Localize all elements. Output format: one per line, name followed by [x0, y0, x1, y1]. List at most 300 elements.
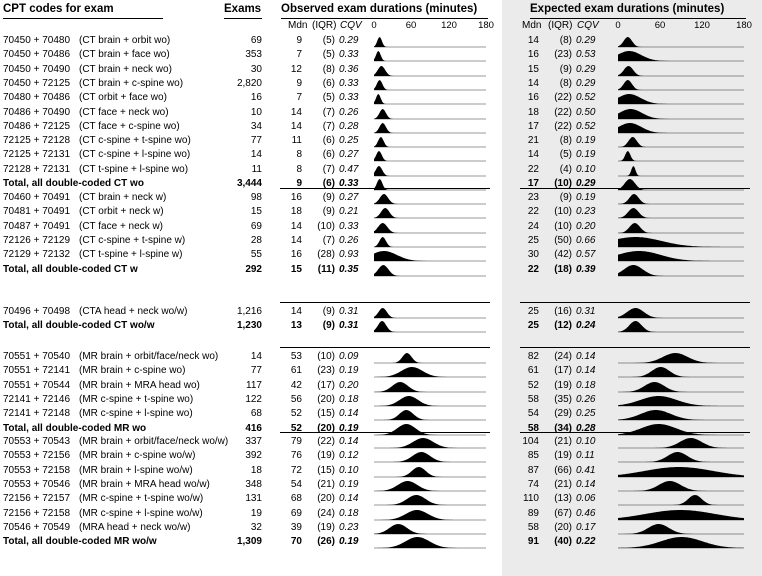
observed-median: 16 [290, 249, 302, 261]
observed-histogram [372, 319, 500, 333]
expected-histogram-curve [618, 452, 744, 462]
observed-iqr: (11) [317, 263, 335, 275]
table-total-row [0, 319, 762, 333]
exam-count: 77 [250, 135, 262, 147]
expected-iqr: (67) [554, 507, 572, 519]
observed-iqr: (7) [322, 106, 335, 118]
observed-cqv: 0.23 [339, 521, 359, 533]
expected-cqv-label: CQV [577, 20, 599, 31]
cpt-codes: 72125 + 72131 [3, 149, 71, 161]
exam-description: (CT t-spine + l-spine w) [79, 249, 183, 261]
expected-iqr: (12) [554, 320, 572, 332]
observed-histogram-curve [374, 37, 486, 47]
expected-median: 22 [527, 263, 539, 275]
expected-histogram-curve [618, 194, 744, 204]
cpt-codes: 70553 + 70546 [3, 478, 71, 490]
exam-description: (CTA head + neck wo/w) [79, 306, 188, 317]
expected-iqr: (19) [554, 450, 572, 462]
section-divider [280, 302, 490, 303]
observed-iqr: (15) [317, 464, 335, 476]
expected-cqv: 0.29 [576, 77, 596, 89]
observed-histogram-curve [374, 251, 486, 261]
observed-histogram-curve [374, 265, 486, 276]
expected-iqr: (10) [554, 206, 572, 218]
exam-count: 122 [245, 393, 262, 405]
expected-histogram-curve [618, 510, 744, 520]
table-row [0, 191, 762, 205]
exam-count: 19 [250, 507, 262, 519]
expected-iqr: (8) [559, 77, 572, 89]
expected-cqv: 0.28 [576, 422, 596, 434]
cpt-codes: 72126 + 72129 [3, 234, 71, 246]
expected-iqr: (8) [559, 135, 572, 147]
exams-header: Exams [224, 3, 262, 15]
expected-iqr: (22) [554, 92, 572, 104]
expected-iqr: (8) [559, 35, 572, 46]
observed-histogram [372, 106, 500, 120]
expected-cqv: 0.17 [576, 521, 596, 533]
observed-histogram [372, 364, 500, 378]
expected-histogram-curve [618, 80, 744, 90]
expected-iqr: (18) [554, 263, 572, 275]
expected-cqv: 0.26 [576, 393, 596, 405]
observed-histogram [372, 77, 500, 91]
exam-description: (MR brain + l-spine wo/w) [79, 464, 193, 476]
expected-tick-60: 60 [654, 20, 666, 31]
expected-median: 25 [527, 320, 539, 332]
expected-histogram-curve [618, 37, 744, 47]
table-row [0, 220, 762, 234]
cpt-codes: 70481 + 70491 [3, 206, 71, 218]
exam-count: 14 [250, 149, 262, 161]
section-divider [280, 432, 490, 433]
observed-cqv: 0.26 [339, 234, 359, 246]
expected-median: 25 [527, 306, 539, 317]
observed-median: 15 [290, 263, 302, 275]
exam-count: 337 [245, 436, 262, 447]
observed-histogram [372, 407, 500, 421]
observed-median: 69 [290, 507, 302, 519]
exam-description: (MR brain + MRA head wo) [79, 379, 200, 391]
expected-histogram-curve [618, 137, 744, 147]
exam-description: (MR brain + c-spine wo/w) [79, 450, 196, 462]
expected-cqv: 0.14 [576, 478, 596, 490]
observed-histogram [372, 234, 500, 248]
expected-histogram-curve [618, 481, 744, 491]
cpt-codes: Total, all double-coded CT wo/w [3, 320, 155, 332]
cpt-codes: 70553 + 70543 [3, 436, 71, 447]
exam-count: 14 [250, 351, 262, 362]
expected-histogram [616, 350, 758, 364]
observed-iqr: (19) [317, 450, 335, 462]
observed-header-underline [281, 18, 488, 19]
exam-description: (MR brain + orbit/face/neck wo/w) [79, 436, 229, 447]
observed-histogram [372, 422, 500, 436]
observed-histogram-curve [374, 308, 486, 318]
exams-header-underline [224, 18, 262, 19]
table-row [0, 393, 762, 407]
expected-histogram [616, 248, 758, 262]
expected-tick-180: 180 [736, 20, 752, 31]
observed-mdn-label: Mdn [288, 20, 308, 31]
observed-histogram-curve [374, 166, 486, 176]
expected-histogram-curve [618, 237, 744, 247]
observed-histogram-curve [374, 524, 486, 534]
expected-median: 91 [527, 536, 539, 548]
observed-cqv: 0.26 [339, 106, 359, 118]
observed-histogram [372, 191, 500, 205]
cpt-codes: Total, all double-coded CT wo [3, 178, 144, 189]
expected-histogram-curve [618, 208, 744, 218]
expected-median: 24 [527, 220, 539, 232]
expected-cqv: 0.06 [576, 493, 596, 505]
expected-histogram [616, 220, 758, 234]
expected-iqr: (24) [554, 351, 572, 362]
observed-histogram [372, 120, 500, 134]
cpt-codes: Total, all double-coded CT w [3, 263, 138, 275]
expected-histogram-curve [618, 537, 744, 548]
expected-median: 23 [527, 192, 539, 203]
observed-tick-120: 120 [441, 20, 457, 31]
expected-median: 58 [527, 521, 539, 533]
exam-description: (CT brain + neck wo) [79, 63, 172, 75]
observed-histogram [372, 163, 500, 177]
expected-histogram-curve [618, 308, 744, 318]
observed-histogram [372, 91, 500, 105]
table-row [0, 521, 762, 535]
exam-count: 30 [250, 63, 262, 75]
expected-iqr: (50) [554, 234, 572, 246]
exam-count: 28 [250, 234, 262, 246]
expected-histogram-curve [618, 410, 744, 420]
cpt-codes: 70551 + 70540 [3, 351, 71, 362]
observed-histogram [372, 63, 500, 77]
exam-description: (CT face + neck w) [79, 220, 164, 232]
observed-median: 68 [290, 493, 302, 505]
section-divider [280, 347, 490, 348]
observed-cqv: 0.28 [339, 120, 359, 132]
cpt-codes: 70487 + 70491 [3, 220, 71, 232]
expected-iqr: (29) [554, 408, 572, 420]
observed-cqv: 0.33 [339, 178, 359, 189]
cpt-codes: 72128 + 72131 [3, 163, 71, 175]
expected-median: 21 [527, 135, 539, 147]
expected-cqv: 0.52 [576, 120, 596, 132]
expected-iqr: (10) [554, 178, 572, 189]
observed-iqr: (26) [317, 536, 335, 548]
expected-histogram [616, 478, 758, 492]
expected-cqv: 0.20 [576, 220, 596, 232]
table-row [0, 407, 762, 421]
exam-description: (MR c-spine + l-spine wo) [79, 408, 193, 420]
cpt-codes: 70486 + 70490 [3, 106, 71, 118]
expected-histogram-curve [618, 151, 744, 161]
cpt-codes: 70450 + 72125 [3, 77, 71, 89]
observed-cqv: 0.31 [339, 306, 359, 317]
expected-median: 14 [527, 35, 539, 46]
cpt-codes: 72156 + 72157 [3, 493, 71, 505]
exam-description: (CT c-spine + t-spine w) [79, 234, 186, 246]
exam-description: (CT brain + orbit wo) [79, 35, 171, 46]
expected-histogram [616, 234, 758, 248]
expected-median: 14 [527, 77, 539, 89]
observed-tick-60: 60 [405, 20, 417, 31]
observed-median: 12 [290, 63, 302, 75]
expected-histogram [616, 422, 758, 436]
expected-iqr: (10) [554, 220, 572, 232]
expected-header-underline [530, 18, 746, 19]
expected-cqv: 0.19 [576, 149, 596, 161]
observed-histogram-curve [374, 353, 486, 363]
expected-cqv: 0.29 [576, 178, 596, 189]
table-total-row [0, 263, 762, 277]
observed-histogram-curve [374, 321, 486, 332]
expected-cqv: 0.25 [576, 408, 596, 420]
expected-tick-0: 0 [615, 20, 621, 31]
expected-histogram [616, 364, 758, 378]
exam-description: (MR c-spine + l-spine wo/w) [79, 507, 203, 519]
exam-description: (CT face + neck wo) [79, 106, 169, 118]
observed-iqr: (9) [322, 306, 335, 317]
table-row [0, 63, 762, 77]
observed-histogram-curve [374, 80, 486, 90]
table-row [0, 148, 762, 162]
table-row [0, 106, 762, 120]
observed-cqv: 0.21 [339, 206, 359, 218]
observed-cqv: 0.09 [339, 351, 359, 362]
expected-histogram-curve [618, 495, 744, 505]
observed-histogram-curve [374, 367, 486, 377]
expected-histogram-curve [618, 94, 744, 104]
expected-histogram [616, 48, 758, 62]
expected-median: 30 [527, 249, 539, 261]
observed-iqr: (15) [317, 408, 335, 420]
observed-median: 18 [290, 206, 302, 218]
observed-histogram-curve [374, 396, 486, 406]
expected-histogram [616, 379, 758, 393]
observed-histogram [372, 435, 500, 449]
observed-histogram-curve [374, 208, 486, 218]
observed-iqr: (28) [317, 249, 335, 261]
table-row [0, 435, 762, 449]
table-row [0, 449, 762, 463]
cpt-codes: 70546 + 70549 [3, 521, 71, 533]
expected-median: 74 [527, 478, 539, 490]
observed-tick-0: 0 [371, 20, 377, 31]
expected-histogram [616, 435, 758, 449]
cpt-codes: Total, all double-coded MR wo [3, 422, 147, 434]
cpt-codes: 70486 + 72125 [3, 120, 71, 132]
observed-histogram [372, 393, 500, 407]
observed-iqr: (20) [317, 422, 335, 434]
expected-median: 22 [527, 163, 539, 175]
expected-median: 61 [527, 365, 539, 377]
observed-median: 16 [290, 192, 302, 203]
observed-histogram [372, 248, 500, 262]
observed-cqv: 0.14 [339, 408, 359, 420]
expected-median: 16 [527, 49, 539, 61]
observed-iqr: (6) [322, 135, 335, 147]
expected-histogram [616, 319, 758, 333]
cpt-codes: 70450 + 70486 [3, 49, 71, 61]
table-row [0, 205, 762, 219]
table-row [0, 350, 762, 364]
exam-description: (MRA head + neck wo/w) [79, 521, 191, 533]
observed-histogram [372, 220, 500, 234]
exam-description: (MR brain + MRA head wo/w) [79, 478, 210, 490]
table-row [0, 507, 762, 521]
cpt-codes: 72125 + 72128 [3, 135, 71, 147]
observed-cqv: 0.93 [339, 249, 359, 261]
observed-histogram [372, 507, 500, 521]
exam-description: (CT orbit + face wo) [79, 92, 167, 104]
table-row [0, 48, 762, 62]
expected-header: Expected exam durations (minutes) [530, 3, 725, 15]
cpt-codes: 70460 + 70491 [3, 192, 71, 203]
table-row [0, 91, 762, 105]
expected-cqv: 0.18 [576, 379, 596, 391]
observed-histogram-curve [374, 481, 486, 491]
observed-iqr: (17) [317, 379, 335, 391]
expected-histogram [616, 535, 758, 549]
table-row [0, 163, 762, 177]
cpt-codes: 72141 + 72146 [3, 393, 71, 405]
observed-median: 61 [290, 365, 302, 377]
expected-median: 58 [527, 393, 539, 405]
expected-histogram [616, 449, 758, 463]
exam-count: 1,309 [236, 536, 262, 548]
observed-cqv: 0.14 [339, 493, 359, 505]
expected-iqr: (16) [554, 306, 572, 317]
expected-cqv: 0.14 [576, 365, 596, 377]
exam-count: 117 [246, 379, 262, 391]
observed-histogram [372, 350, 500, 364]
exam-count: 77 [250, 365, 262, 377]
observed-cqv: 0.33 [339, 92, 359, 104]
cpt-codes: 72141 + 72148 [3, 408, 71, 420]
observed-median: 9 [296, 35, 302, 46]
exam-count: 15 [250, 206, 262, 218]
cpt-codes: 72129 + 72132 [3, 249, 71, 261]
cpt-header-underline [3, 18, 163, 19]
section-divider [280, 188, 490, 189]
exam-count: 1,230 [236, 320, 262, 332]
exam-description: (CT c-spine + t-spine wo) [79, 135, 191, 147]
expected-median: 17 [527, 178, 539, 189]
table-row [0, 305, 762, 319]
expected-cqv: 0.29 [576, 63, 596, 75]
observed-histogram [372, 464, 500, 478]
observed-histogram-curve [374, 452, 486, 462]
cpt-codes: 70553 + 72158 [3, 464, 71, 476]
exam-count: 34 [250, 120, 262, 132]
cpt-codes: 70480 + 70486 [3, 92, 71, 104]
observed-median: 42 [290, 379, 302, 391]
observed-histogram [372, 379, 500, 393]
table-row [0, 478, 762, 492]
observed-iqr: (9) [322, 320, 335, 332]
expected-histogram [616, 521, 758, 535]
table-row [0, 34, 762, 48]
expected-iqr-label: (IQR) [548, 20, 573, 31]
observed-cqv: 0.31 [339, 320, 359, 332]
expected-histogram-curve [618, 367, 744, 377]
table-row [0, 234, 762, 248]
observed-median: 11 [291, 135, 302, 147]
observed-histogram [372, 148, 500, 162]
expected-histogram [616, 148, 758, 162]
observed-histogram [372, 305, 500, 319]
expected-histogram-curve [618, 524, 744, 534]
observed-median: 14 [290, 220, 302, 232]
expected-histogram [616, 263, 758, 277]
observed-histogram-curve [374, 467, 486, 477]
observed-iqr: (20) [317, 393, 335, 405]
expected-median: 18 [527, 106, 539, 118]
observed-histogram-curve [374, 66, 486, 76]
observed-cqv: 0.27 [339, 149, 359, 161]
expected-iqr: (4) [559, 163, 572, 175]
expected-median: 17 [527, 120, 539, 132]
expected-iqr: (19) [554, 379, 572, 391]
exam-count: 98 [250, 192, 262, 203]
observed-histogram [372, 134, 500, 148]
expected-histogram [616, 134, 758, 148]
expected-histogram [616, 205, 758, 219]
observed-iqr: (10) [317, 351, 335, 362]
expected-median: 110 [523, 493, 539, 505]
exam-count: 416 [245, 422, 262, 434]
observed-cqv: 0.35 [339, 263, 359, 275]
observed-cqv: 0.29 [339, 35, 359, 46]
observed-median: 70 [290, 536, 302, 548]
observed-cqv: 0.18 [339, 507, 359, 519]
observed-histogram-curve [374, 194, 486, 204]
observed-tick-180: 180 [478, 20, 494, 31]
expected-median: 22 [527, 206, 539, 218]
observed-iqr: (7) [322, 120, 335, 132]
expected-cqv: 0.22 [576, 536, 596, 548]
exam-count: 11 [251, 163, 262, 175]
section-divider [520, 302, 750, 303]
observed-cqv: 0.12 [339, 450, 359, 462]
expected-histogram-curve [618, 396, 744, 406]
expected-iqr: (40) [554, 536, 572, 548]
observed-histogram-curve [374, 109, 486, 119]
observed-median: 8 [296, 163, 302, 175]
exam-count: 18 [250, 464, 262, 476]
table-total-row [0, 535, 762, 549]
observed-median: 72 [290, 464, 302, 476]
expected-cqv: 0.29 [576, 35, 596, 46]
observed-iqr: (7) [322, 163, 335, 175]
expected-histogram-curve [618, 166, 744, 176]
expected-histogram-curve [618, 467, 744, 477]
expected-cqv: 0.57 [576, 249, 596, 261]
observed-histogram [372, 449, 500, 463]
expected-cqv: 0.19 [576, 135, 596, 147]
expected-iqr: (23) [554, 49, 572, 61]
observed-cqv: 0.19 [339, 478, 359, 490]
expected-histogram [616, 191, 758, 205]
observed-histogram [372, 34, 500, 48]
section-divider [520, 347, 750, 348]
expected-cqv: 0.41 [576, 464, 596, 476]
expected-cqv: 0.66 [576, 234, 596, 246]
table-total-row [0, 422, 762, 436]
exam-description: (CT brain + c-spine wo) [79, 77, 184, 89]
expected-cqv: 0.10 [576, 436, 596, 447]
